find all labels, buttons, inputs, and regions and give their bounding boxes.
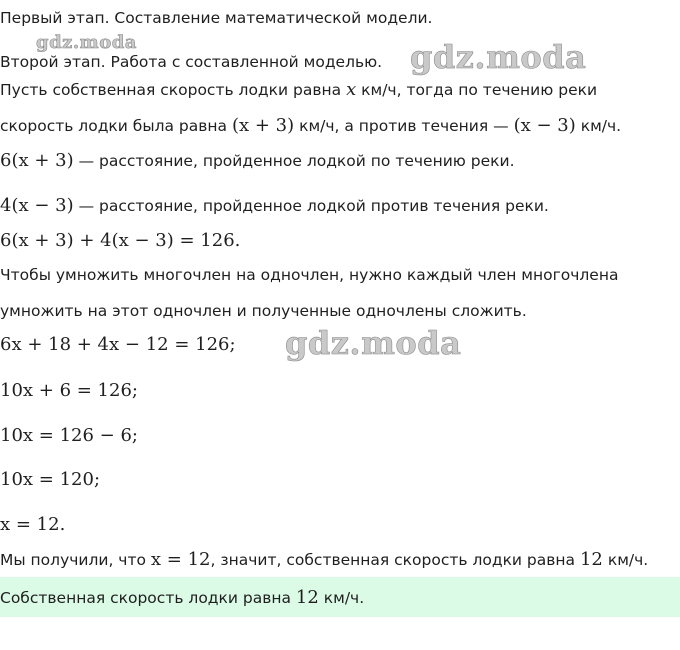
text-line-speed: Пусть собственная скорость лодки равна x км/ч, тогда по течению реки	[0, 79, 598, 100]
answer-text: Собственная скорость лодки равна 12 км/ч.	[0, 587, 365, 608]
equation-step-3: 10x = 126 − 6;	[0, 425, 138, 446]
watermark-large-2: gdz.moda	[285, 324, 462, 362]
equation-main: 6(x + 3) + 4(x − 3) = 126.	[0, 230, 241, 251]
rule-line-2: умножить на этот одночлен и полученные одночлены сложить.	[0, 302, 527, 320]
equation-step-1: 6x + 18 + 4x − 12 = 126;	[0, 334, 236, 355]
stage-one-heading: Первый этап. Составление математической модели.	[0, 9, 433, 27]
equation-step-5: x = 12.	[0, 514, 66, 535]
text-line-speeds: скорость лодки была равна (x + 3) км/ч, а против течения — (x − 3) км/ч.	[0, 115, 622, 136]
text-line-downstream: 6(x + 3) — расстояние, пройденное лодкой по течению реки.	[0, 150, 515, 171]
text-line-upstream: 4(x − 3) — расстояние, пройденное лодкой против течения реки.	[0, 195, 549, 216]
rule-line-1: Чтобы умножить многочлен на одночлен, нужно каждый член многочлена	[0, 266, 619, 284]
equation-step-2: 10x + 6 = 126;	[0, 380, 138, 401]
stage-two-heading: Второй этап. Работа с составленной моделью.	[0, 53, 383, 71]
watermark-small: gdz.moda	[36, 32, 137, 53]
conclusion-line: Мы получили, что x = 12, значит, собственная скорость лодки равна 12 км/ч.	[0, 549, 649, 570]
equation-step-4: 10x = 120;	[0, 469, 101, 490]
watermark-large: gdz.moda	[410, 38, 587, 76]
